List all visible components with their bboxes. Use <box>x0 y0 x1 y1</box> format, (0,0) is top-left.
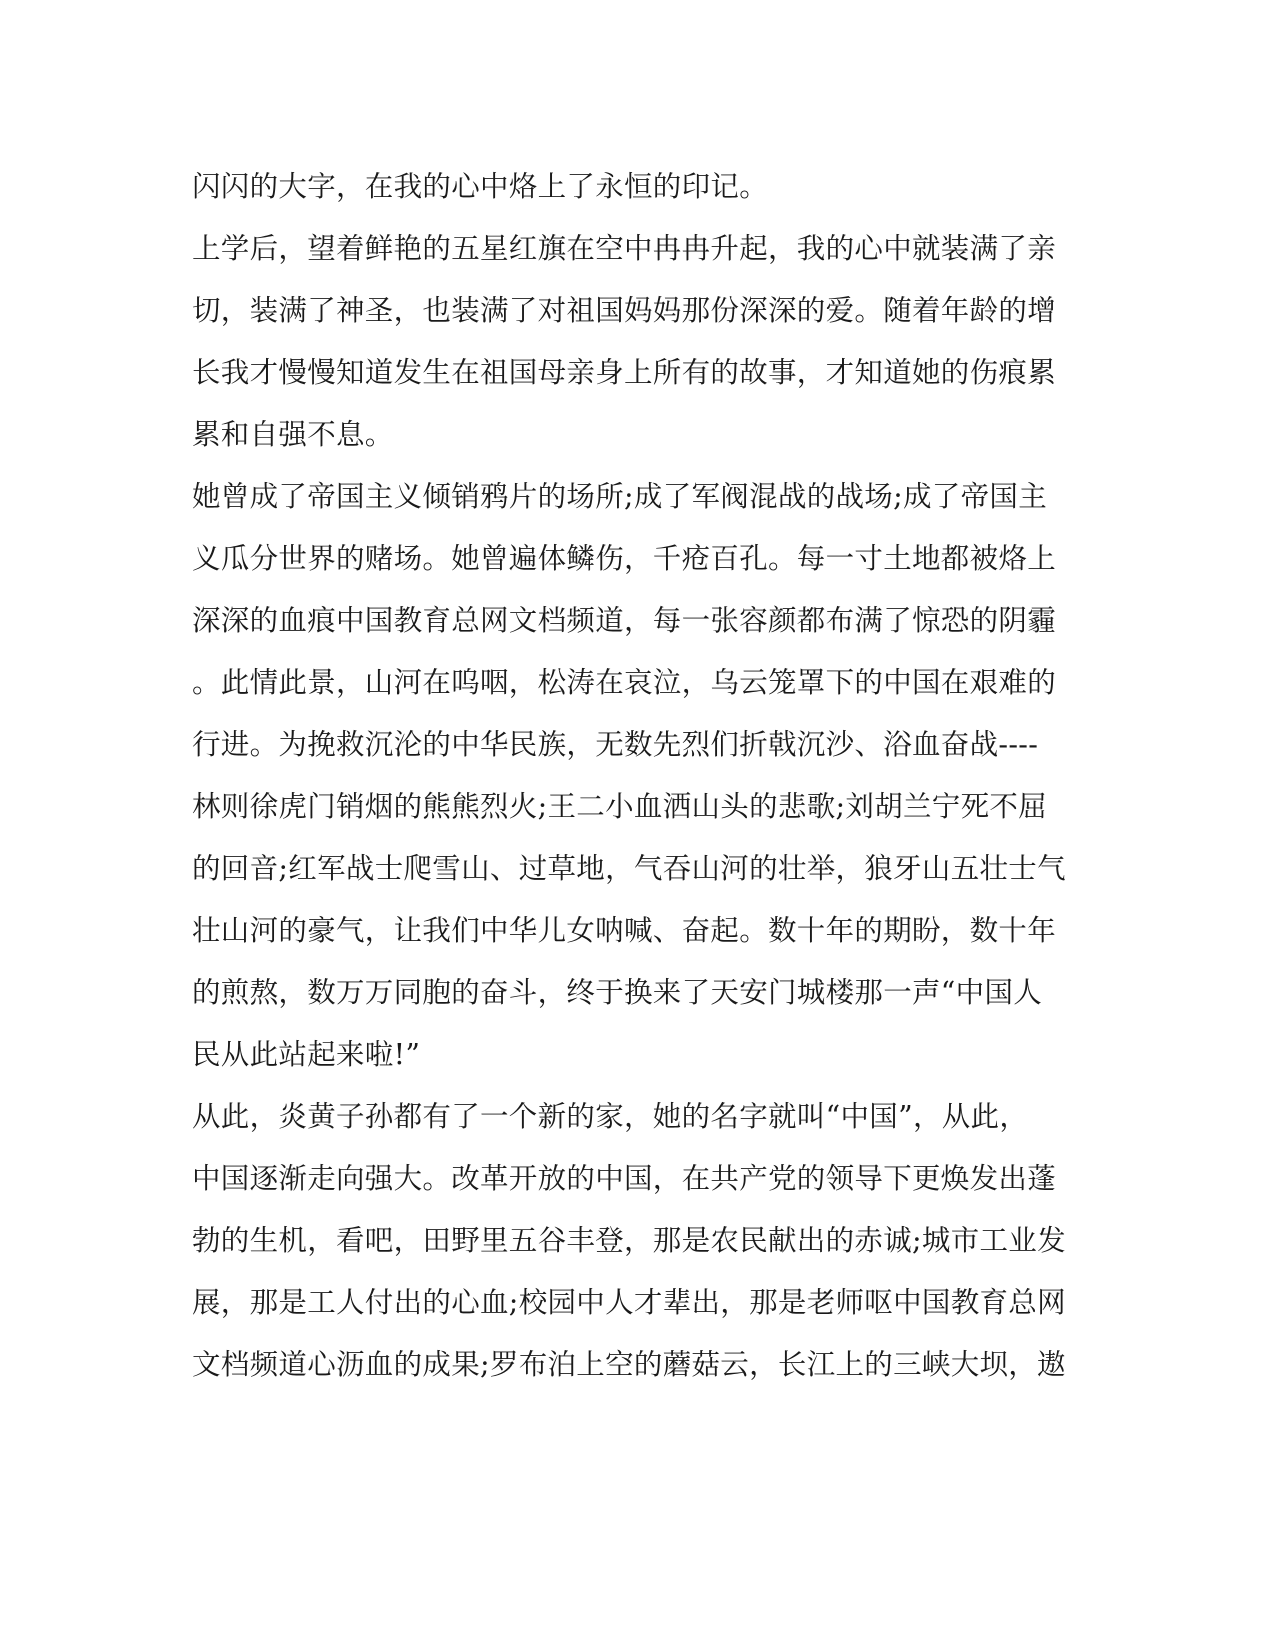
text-line: 长我才慢慢知道发生在祖国母亲身上所有的故事，才知道她的伤痕累 <box>192 356 1057 389</box>
text-line: 展，那是工人付出的心血;校园中人才辈出，那是老师呕中国教育总网 <box>192 1286 1066 1319</box>
text-line: 壮山河的豪气，让我们中华儿女呐喊、奋起。数十年的期盼，数十年 <box>192 914 1057 947</box>
text-line: 。此情此景，山河在呜咽，松涛在哀泣，乌云笼罩下的中国在艰难的 <box>192 666 1057 699</box>
text-line: 上学后，望着鲜艳的五星红旗在空中冉冉升起，我的心中就装满了亲 <box>192 232 1057 265</box>
text-line: 义瓜分世界的赌场。她曾遍体鳞伤，千疮百孔。每一寸土地都被烙上 <box>192 542 1057 575</box>
text-line: 民从此站起来啦!” <box>192 1038 421 1071</box>
text-line: 闪闪的大字，在我的心中烙上了永恒的印记。 <box>192 170 769 203</box>
text-line: 文档频道心沥血的成果;罗布泊上空的蘑菇云，长江上的三峡大坝，遨 <box>192 1348 1066 1381</box>
text-line: 切，装满了神圣，也装满了对祖国妈妈那份深深的爱。随着年龄的增 <box>192 294 1057 327</box>
text-line: 她曾成了帝国主义倾销鸦片的场所;成了军阀混战的战场;成了帝国主 <box>192 480 1048 513</box>
text-line: 勃的生机，看吧，田野里五谷丰登，那是农民献出的赤诚;城市工业发 <box>192 1224 1066 1257</box>
text-line: 的煎熬，数万万同胞的奋斗，终于换来了天安门城楼那一声“中国人 <box>192 976 1043 1009</box>
text-line: 深深的血痕中国教育总网文档频道，每一张容颜都布满了惊恐的阴霾 <box>192 604 1057 637</box>
body-text <box>192 156 1092 1396</box>
text-line: 中国逐渐走向强大。改革开放的中国，在共产党的领导下更焕发出蓬 <box>192 1162 1057 1195</box>
text-line: 行进。为挽救沉沦的中华民族，无数先烈们折戟沉沙、浴血奋战---- <box>192 728 1039 761</box>
text-line: 林则徐虎门销烟的熊熊烈火;王二小血洒山头的悲歌;刘胡兰宁死不屈 <box>192 790 1048 823</box>
text-line: 的回音;红军战士爬雪山、过草地，气吞山河的壮举，狼牙山五壮士气 <box>192 852 1066 885</box>
text-line: 累和自强不息。 <box>192 418 394 451</box>
text-line: 从此，炎黄子孙都有了一个新的家，她的名字就叫“中国”，从此， <box>192 1100 1029 1133</box>
